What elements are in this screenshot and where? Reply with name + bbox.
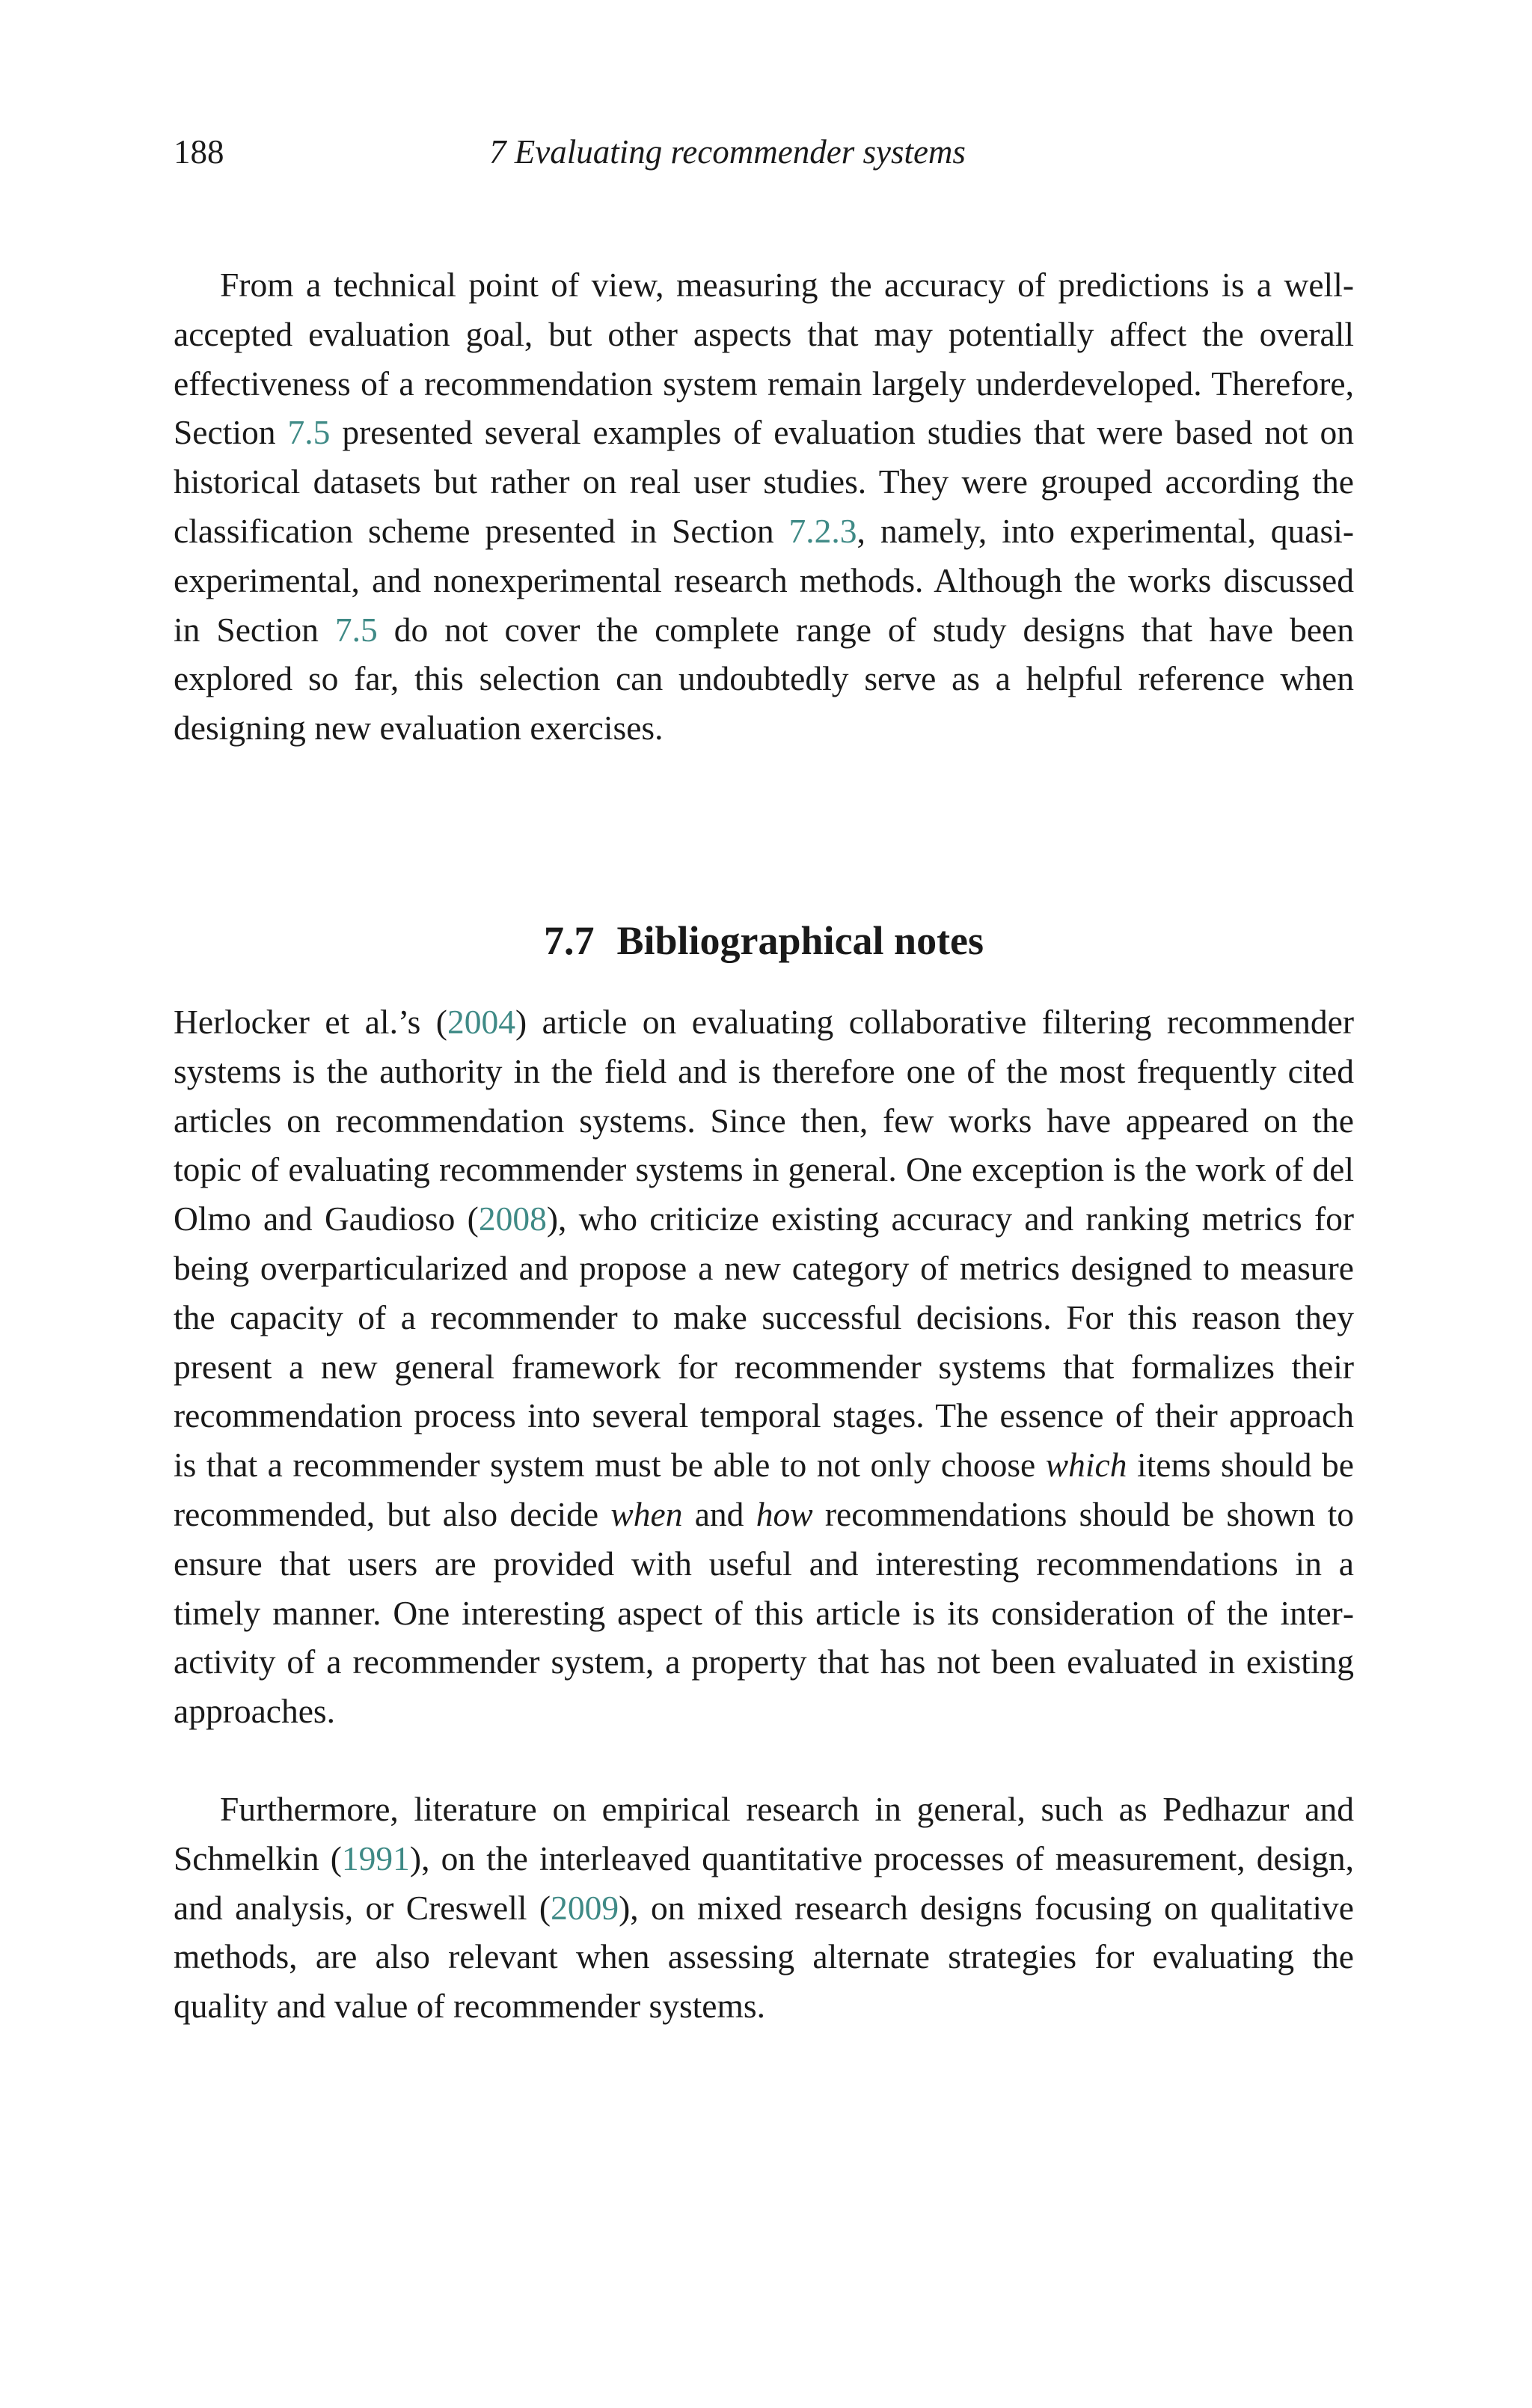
section-heading	[174, 911, 1354, 971]
text-run: recommendations should be shown to ensure that users are provided with useful and interesting recommendations in a timely manner. One interesting aspect of this article is its consideration of the interactivity of a recommender system, a property that has not been evaluated in existing approaches.	[174, 1494, 1354, 1731]
text-run: and	[682, 1494, 756, 1533]
emphasis-how: how	[756, 1494, 813, 1533]
text-run: presented several examples of evaluation studies that were based not on historical datasets but rather on real user studies. They were grouped according the classification scheme presented in Section	[174, 413, 1354, 550]
emphasis-when: when	[610, 1494, 683, 1533]
paragraph-furthermore-text	[174, 1785, 1354, 2031]
text-run: From a technical point of view, measuring the accuracy of predictions is a well-accepted evaluation goal, but other aspects that may potentially affect the overall effectiveness of a recommendation system remain largely underdeveloped. Therefore, Section	[174, 266, 1354, 452]
section-link-7-2-3[interactable]: 7.2.3	[788, 511, 857, 550]
citation-link-2004[interactable]: 2004	[447, 1003, 515, 1041]
emphasis-which: which	[1045, 1446, 1127, 1485]
paragraph-herlocker	[174, 997, 1354, 1736]
citation-link-2009[interactable]: 2009	[551, 1888, 619, 1927]
section-number: 7.7	[543, 918, 595, 963]
section-link-7-5-second[interactable]: 7.5	[334, 610, 378, 649]
text-run: , namely, into experimental, quasi-experimental, and nonexperimental research methods. Although the works discussed in Section	[174, 511, 1354, 649]
text-run: ), on the interleaved quantitative processes of measurement, design, and analysis, or Creswell (	[174, 1839, 1354, 1927]
text-run: do not cover the complete range of study designs that have been explored so far, this selection can undoubtedly serve as a helpful reference when designing new evaluation exercises.	[174, 610, 1354, 748]
text-run: ), on mixed research designs focusing on qualitative methods, are also relevant when assessing alternate strategies for evaluating the quality and value of recommender systems.	[174, 1888, 1354, 2026]
text-run: ) article on evaluating collaborative filtering recommender systems is the authority in the field and is therefore one of the most frequently cited articles on recommendation systems. Since then, few works have appeared on the topic of evaluating recommender systems in general. One exception is the work of del Olmo and Gaudioso (	[174, 1003, 1354, 1238]
text-run: Furthermore, literature on empirical research in general, such as Pedhazur and Schmelkin (	[174, 1790, 1354, 1877]
page-number: 188	[174, 133, 224, 171]
running-head	[174, 126, 1354, 178]
text-run: ), who criticize existing accuracy and ranking metrics for being overparticularized and propose a new category of metrics designed to measure the capacity of a recommender to make successful decisions. For this reason they present a new general framework for recommender systems that formalizes their recommendation process into several temporal stages. The essence of their approach is that a recommender system must be able to not only choose	[174, 1200, 1355, 1485]
paragraph-intro	[174, 260, 1354, 753]
section-link-7-5[interactable]: 7.5	[287, 413, 331, 452]
section-title: Bibliographical notes	[616, 918, 984, 963]
chapter-title: 7 Evaluating recommender systems	[489, 133, 966, 171]
citation-link-2008[interactable]: 2008	[478, 1200, 547, 1238]
text-run: Herlocker et al.’s (	[174, 1003, 447, 1041]
paragraph-intro-text	[174, 260, 1354, 753]
text-run: items should be recommended, but also decide	[174, 1446, 1354, 1533]
paragraph-herlocker-text	[174, 997, 1354, 1736]
citation-link-1991[interactable]: 1991	[341, 1839, 410, 1877]
paragraph-furthermore	[174, 1785, 1354, 2031]
